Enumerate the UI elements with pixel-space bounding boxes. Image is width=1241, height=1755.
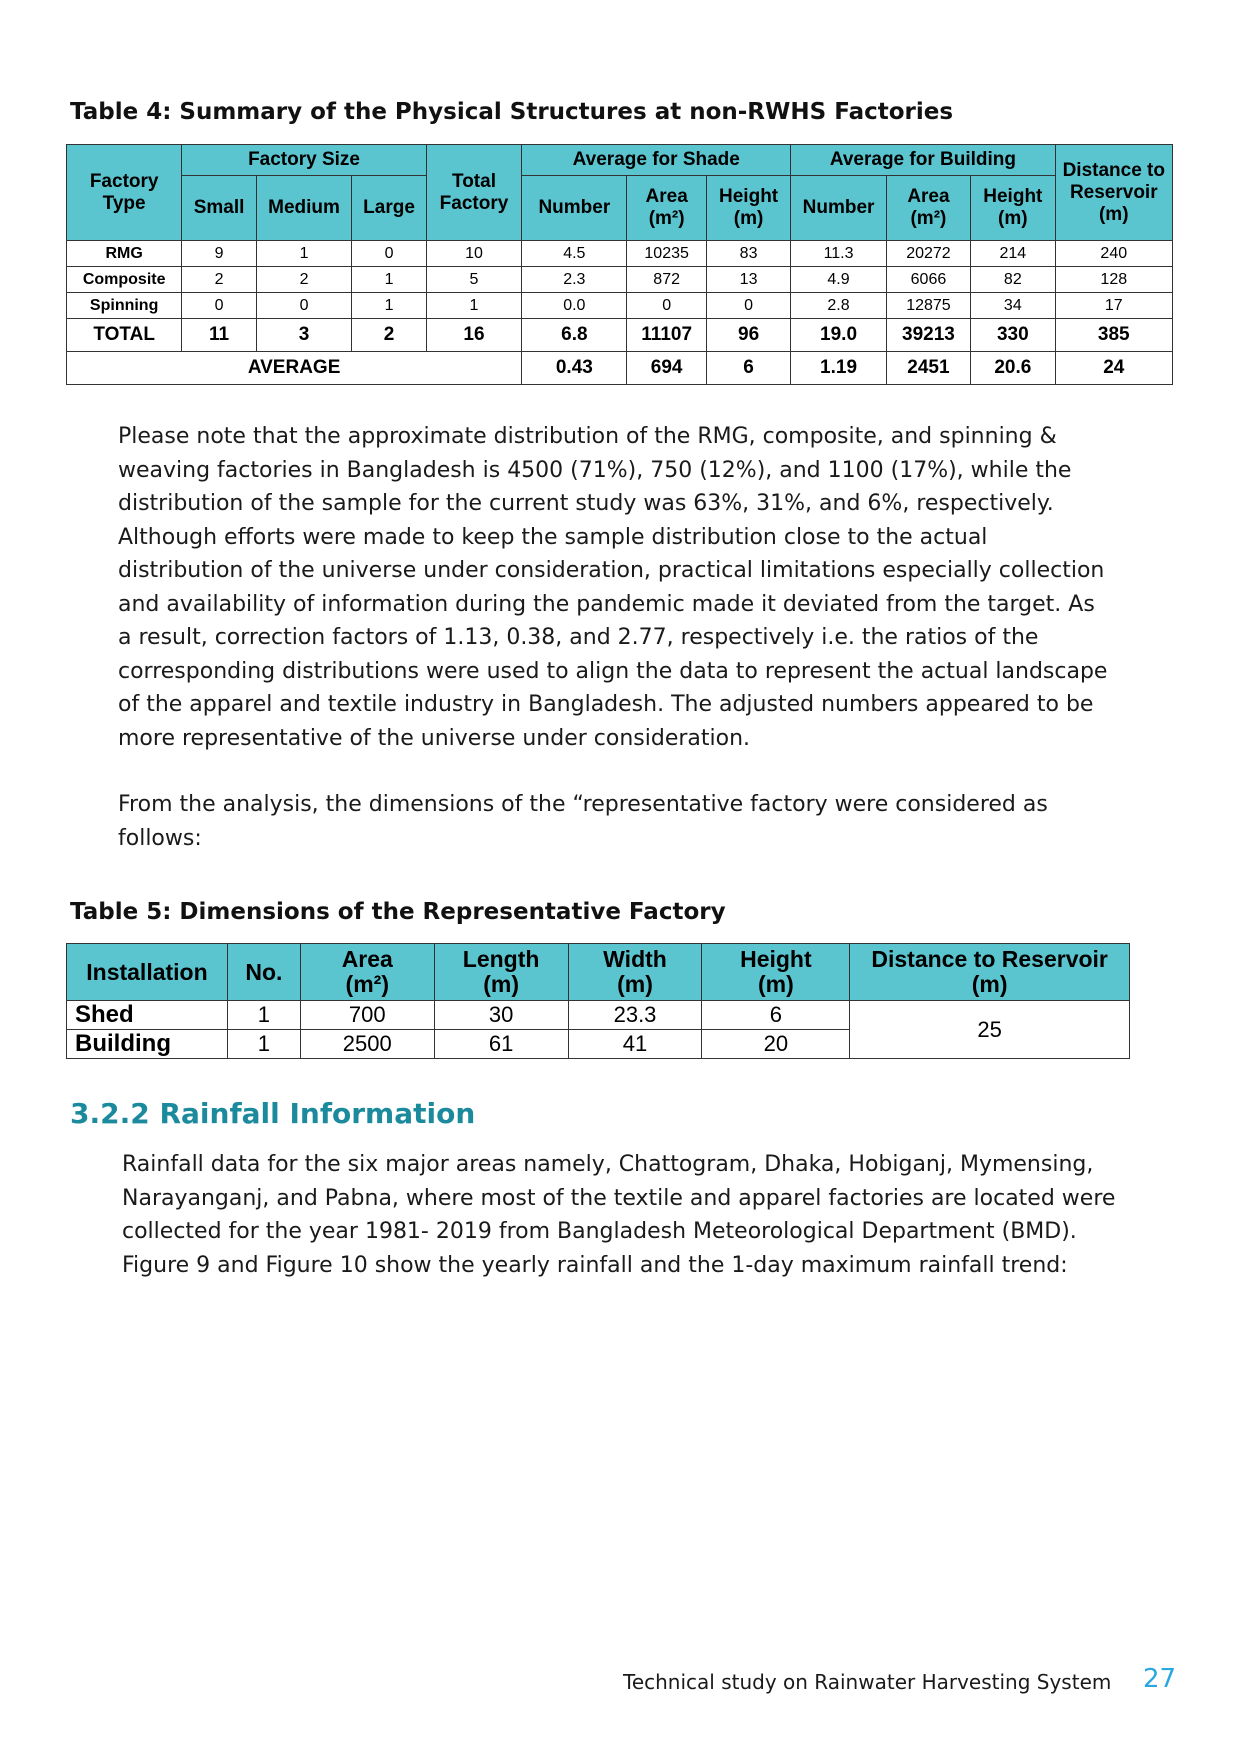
cell-total: 1 (426, 293, 521, 319)
header-height: Height (m) (702, 944, 850, 1001)
cell-shade-height: 83 (706, 241, 790, 267)
cell-large: 1 (352, 293, 427, 319)
header-shade-area: Area (m²) (627, 176, 706, 241)
header-building-number: Number (791, 176, 886, 241)
total-shade-number: 6.8 (522, 319, 627, 352)
average-shade-number: 0.43 (522, 352, 627, 385)
header-large: Large (352, 176, 427, 241)
cell-building-height: 82 (971, 267, 1055, 293)
cell-large: 1 (352, 267, 427, 293)
cell-length: 61 (434, 1030, 568, 1059)
cell-shade-height: 0 (706, 293, 790, 319)
cell-shade-number: 4.5 (522, 241, 627, 267)
average-label: AVERAGE (67, 352, 522, 385)
total-building-number: 19.0 (791, 319, 886, 352)
cell-area: 700 (300, 1001, 434, 1030)
footer-title: Technical study on Rainwater Harvesting System (623, 1670, 1112, 1694)
cell-building-area: 20272 (886, 241, 970, 267)
total-medium: 3 (256, 319, 351, 352)
cell-building-area: 6066 (886, 267, 970, 293)
cell-area: 2500 (300, 1030, 434, 1059)
cell-medium: 0 (256, 293, 351, 319)
table-row (67, 241, 1173, 267)
analysis-paragraph: From the analysis, the dimensions of the “representative factory were considered as follows: (118, 792, 1048, 851)
cell-distance: 17 (1055, 293, 1172, 319)
header-factory-size: Factory Size (182, 145, 426, 176)
cell-type: RMG (67, 241, 182, 267)
cell-shade-height: 13 (706, 267, 790, 293)
average-building-area: 2451 (886, 352, 970, 385)
average-building-height: 20.6 (971, 352, 1055, 385)
header-length: Length (m) (434, 944, 568, 1001)
header-installation: Installation (67, 944, 228, 1001)
cell-width: 23.3 (568, 1001, 702, 1030)
header-factory-type: Factory Type (67, 145, 182, 241)
table-row (67, 1001, 1130, 1030)
header-area: Area (m²) (300, 944, 434, 1001)
distribution-paragraph: Please note that the approximate distribution of the RMG, composite, and spinning & weaving factories in Bangladesh is 4500 (71%), 750 (12%), and 1100 (17%), while the distribution of the sample for the current study was 63%, 31%, and 6%, respectively. Although efforts were made to keep the sample distribution close to the actual distribution of the universe under consideration, practical limitations especially collection and availability of information during the pandemic made it deviated from the target. As a result, correction factors of 1.13, 0.38, and 2.77, respectively i.e. the ratios of the corresponding distributions were used to align the data to represent the actual landscape of the apparel and textile industry in Bangladesh. The adjusted numbers appeared to be more representative of the universe under consideration. (118, 424, 1108, 751)
header-medium: Medium (256, 176, 351, 241)
cell-distance: 128 (1055, 267, 1172, 293)
total-label: TOTAL (67, 319, 182, 352)
cell-shade-number: 0.0 (522, 293, 627, 319)
cell-height: 20 (702, 1030, 850, 1059)
header-shade-number: Number (522, 176, 627, 241)
cell-small: 9 (182, 241, 256, 267)
cell-building-number: 4.9 (791, 267, 886, 293)
cell-shade-area: 0 (627, 293, 706, 319)
cell-medium: 1 (256, 241, 351, 267)
cell-building-area: 12875 (886, 293, 970, 319)
cell-building-height: 214 (971, 241, 1055, 267)
total-building-height: 330 (971, 319, 1055, 352)
cell-building-height: 34 (971, 293, 1055, 319)
section-heading: 3.2.2 Rainfall Information (70, 1097, 476, 1130)
cell-width: 41 (568, 1030, 702, 1059)
cell-no: 1 (227, 1001, 300, 1030)
table-row (67, 267, 1173, 293)
cell-small: 0 (182, 293, 256, 319)
cell-installation: Building (67, 1030, 228, 1059)
cell-type: Spinning (67, 293, 182, 319)
header-no: No. (227, 944, 300, 1001)
header-average-shade: Average for Shade (522, 145, 791, 176)
header-shade-height: Height (m) (706, 176, 790, 241)
header-total-factory: Total Factory (426, 145, 521, 241)
average-building-number: 1.19 (791, 352, 886, 385)
physical-structures-table (66, 144, 1173, 385)
cell-installation: Shed (67, 1001, 228, 1030)
cell-type: Composite (67, 267, 182, 293)
cell-shade-area: 872 (627, 267, 706, 293)
average-row (67, 352, 1173, 385)
cell-medium: 2 (256, 267, 351, 293)
header-distance-reservoir: Distance to Reservoir (m) (1055, 145, 1172, 241)
cell-height: 6 (702, 1001, 850, 1030)
average-distance: 24 (1055, 352, 1172, 385)
total-large: 2 (352, 319, 427, 352)
rainfall-paragraph: Rainfall data for the six major areas namely, Chattogram, Dhaka, Hobiganj, Mymensing, Narayanganj, and Pabna, where most of the textile and apparel factories are located were collected for the year 1981- 2019 from Bangladesh Meteorological Department (BMD). Figure 9 and Figure 10 show the yearly rainfall and the 1-day maximum rainfall trend: (122, 1152, 1116, 1278)
table5-caption: Table 5: Dimensions of the Representative Factory (70, 899, 726, 925)
cell-total: 5 (426, 267, 521, 293)
average-shade-height: 6 (706, 352, 790, 385)
total-row (67, 319, 1173, 352)
total-shade-height: 96 (706, 319, 790, 352)
total-building-area: 39213 (886, 319, 970, 352)
cell-building-number: 11.3 (791, 241, 886, 267)
cell-large: 0 (352, 241, 427, 267)
header-building-height: Height (m) (971, 176, 1055, 241)
header-distance-reservoir: Distance to Reservoir (m) (850, 944, 1130, 1001)
cell-small: 2 (182, 267, 256, 293)
total-small: 11 (182, 319, 256, 352)
cell-distance: 240 (1055, 241, 1172, 267)
header-average-building: Average for Building (791, 145, 1055, 176)
cell-distance: 25 (850, 1001, 1130, 1059)
cell-shade-number: 2.3 (522, 267, 627, 293)
cell-length: 30 (434, 1001, 568, 1030)
average-shade-area: 694 (627, 352, 706, 385)
cell-shade-area: 10235 (627, 241, 706, 267)
total-shade-area: 11107 (627, 319, 706, 352)
total-total: 16 (426, 319, 521, 352)
table-row (67, 293, 1173, 319)
cell-total: 10 (426, 241, 521, 267)
page-number: 27 (1143, 1664, 1177, 1694)
total-distance: 385 (1055, 319, 1172, 352)
header-building-area: Area (m²) (886, 176, 970, 241)
cell-building-number: 2.8 (791, 293, 886, 319)
header-small: Small (182, 176, 256, 241)
cell-no: 1 (227, 1030, 300, 1059)
header-width: Width (m) (568, 944, 702, 1001)
table4-caption: Table 4: Summary of the Physical Structures at non-RWHS Factories (70, 99, 954, 125)
representative-factory-table (66, 943, 1130, 1059)
